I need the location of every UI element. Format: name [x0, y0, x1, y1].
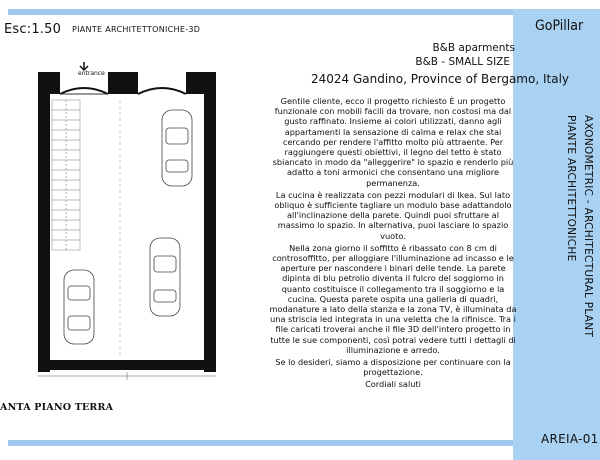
sheet-code: AREIA-01	[541, 432, 599, 446]
bottom-accent-bar	[8, 440, 513, 446]
description-paragraph: Cordiali saluti	[365, 379, 421, 390]
plan-title: ANTA PIANO TERRA	[0, 402, 114, 413]
entrance-arrow-icon	[80, 62, 88, 70]
top-wall-middle	[108, 72, 138, 94]
car-bottom-right	[150, 238, 180, 316]
description-paragraph: Gentile cliente, ecco il progetto richiesto È un progetto funzionale con mobili facili da trovare, non costosi ma dal gusto raffinato. Insieme ai colori utilizzati, danno agli appartamenti la sensazione di calma e relax che stai cercando per rendere l'affitto molto più attraente. Per raggiungere questi obiettivi, il legno del tetto è stato sbiancato in modo da "alleggerire" lo spazio e renderlo più adatto a toni armonici che consentano una migliore permanenza.	[272, 96, 514, 188]
top-wall-left	[38, 72, 60, 94]
description-paragraph: La cucina è realizzata con pezzi modulari di Ikea. Sul lato obliquo è sufficiente tagliare un modulo base adattandolo all'inclinazione della parete. Quindi puoi sfruttare al massimo lo spazio. In alternativa, puoi lasciare lo spazio vuoto.	[274, 189, 512, 241]
project-address: 24024 Gandino, Province of Bergamo, Italy	[310, 72, 569, 86]
staircase	[52, 100, 80, 250]
description-paragraph: Nella zona giorno il soffitto è ribassato con 8 cm di controsoffitto, per alloggiare l'illuminazione ad incasso e le aperture per nascondere i binari delle tende. La parete dipinta di blu petrolio diventa il fulcro del soggiorno in quanto costituisce il collegamento tra il soggiorno e la cucina. Questa parete ospita una galleria di quadri, modanature a lato della stanza e la zona TV, è illuminata da una striscia led integrata in una veletta che la rifinisce. Tra i file caricati troverai anche il file 3D dell'intero progetto in tutte le sue componenti, così potrai vedere tutti i dettagli di illuminazione e arredo.	[269, 242, 517, 355]
left-wall	[38, 72, 50, 372]
car-bottom-left	[64, 270, 94, 344]
entrance-arch	[60, 88, 108, 94]
project-line-2: B&B - SMALL SIZE	[415, 56, 510, 68]
right-wall	[204, 72, 216, 372]
description-paragraph: Se lo desideri, siamo a disposizione per continuare con la progettazione.	[275, 357, 511, 378]
bottom-wall	[38, 360, 216, 370]
top-wall-right	[186, 72, 216, 94]
entrance-label: entrance	[78, 70, 105, 77]
scale-label: Esc:1.50	[4, 22, 62, 37]
description-text	[268, 96, 518, 392]
vertical-title-axonometric: AXONOMETRIC - ARCHITECTURAL PLANT	[582, 115, 594, 338]
floor-plan-drawing	[0, 0, 270, 400]
garage-arch	[138, 88, 186, 94]
vertical-title-piante: PIANTE ARCHITETTONICHE	[565, 115, 577, 262]
brand-name: GoPillar	[535, 18, 584, 34]
drawing-subtitle: PIANTE ARCHITETTONICHE-3D	[72, 25, 201, 34]
car-top-right	[162, 110, 192, 186]
project-line-1: B&B aparments	[432, 42, 515, 54]
